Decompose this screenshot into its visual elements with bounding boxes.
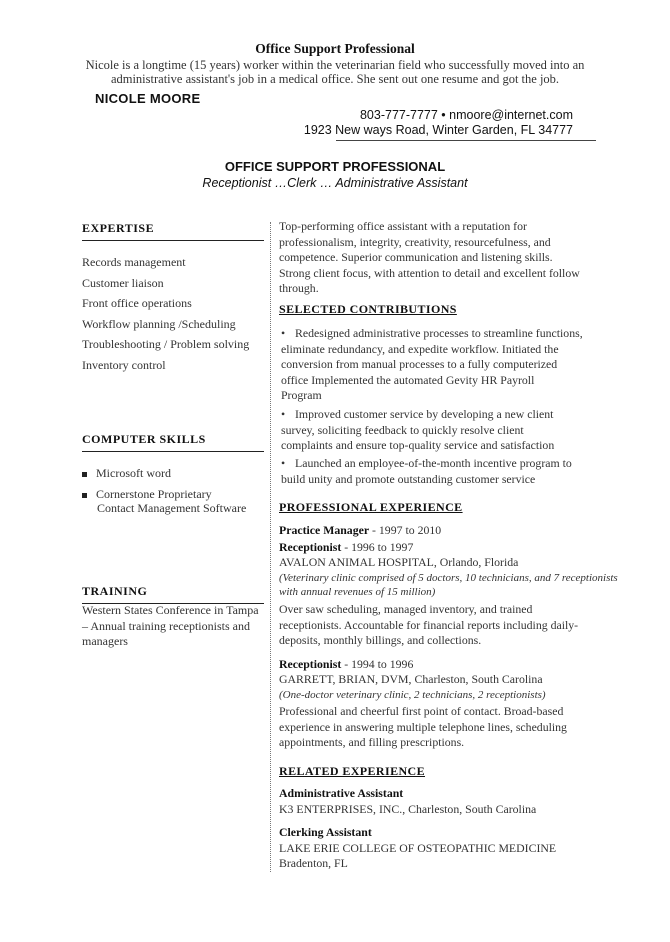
caption-text: administrative assistant's job in a medical office. She sent out one resume and got the job.: [110, 72, 560, 86]
square-bullet-icon: [82, 472, 87, 477]
training-text: – Annual training receptionists and: [82, 619, 250, 633]
employer-note: (Veterinary clinic comprised of 5 doctors, 10 technicians, and 7 receptionists: [279, 572, 618, 584]
contribution-bullet: • Launched an employee-of-the-month incentive program to build unity and promote outstanding customer service: [281, 456, 572, 486]
job-title-line: Receptionist - 1994 to 1996: [279, 657, 414, 671]
job-description: Over saw scheduling, managed inventory, and trained receptionists. Accountable for financial reports including daily- deposits, monthly billings, and collections.: [279, 602, 579, 647]
bullet-dot-icon: •: [281, 326, 286, 340]
expertise-item: Front office operations: [82, 296, 192, 310]
expertise-item: Customer liaison: [82, 276, 164, 290]
applicant-name: NICOLE MOORE: [95, 91, 201, 106]
contact-phone-email: 803-777-7777 • nmoore@internet.com: [359, 108, 573, 122]
computer-skill-item: Cornerstone Proprietary: [82, 487, 212, 502]
computer-skill-item: Microsoft word: [82, 466, 171, 481]
related-employer: LAKE ERIE COLLEGE OF OSTEOPATHIC MEDICINE: [279, 841, 557, 855]
related-employer: K3 ENTERPRISES, INC., Charleston, South Carolina: [279, 802, 537, 816]
expertise-item: Troubleshooting / Problem solving: [82, 337, 250, 351]
contact-divider: [336, 140, 596, 141]
related-location: Bradenton, FL: [279, 856, 348, 870]
computer-skills-heading: COMPUTER SKILLS: [82, 432, 264, 452]
computer-skill-item-cont: Contact Management Software: [97, 501, 247, 515]
square-bullet-icon: [82, 493, 87, 498]
contribution-bullet: • Redesigned administrative processes to streamline functions, eliminate redundancy, and expedite workflow. Initiated the conversion from manual processes to a fully computerized office Implemented the automated Gevity HR Payroll Program: [281, 326, 583, 402]
employer-note: with annual revenues of 15 million): [279, 586, 436, 598]
job-title-line: Receptionist - 1996 to 1997: [279, 540, 414, 554]
caption-title: Office Support Professional: [255, 41, 415, 56]
training-heading: TRAINING: [82, 584, 264, 604]
expertise-item: Records management: [82, 255, 186, 269]
related-role: Clerking Assistant: [279, 825, 372, 839]
resume-subtitle: Receptionist …Clerk … Administrative Assistant: [202, 176, 468, 190]
caption-text: Nicole is a longtime (15 years) worker within the veterinarian field who successfully moved into an: [85, 58, 585, 72]
training-text: managers: [82, 634, 128, 648]
expertise-heading: EXPERTISE: [82, 221, 264, 241]
bullet-dot-icon: •: [281, 407, 286, 421]
related-heading: RELATED EXPERIENCE: [279, 764, 426, 778]
expertise-item: Workflow planning /Scheduling: [82, 317, 236, 331]
resume-title: OFFICE SUPPORT PROFESSIONAL: [224, 159, 446, 174]
summary-paragraph: Top-performing office assistant with a reputation for professionalism, integrity, creativity, resourcefulness, and competence. Superior communication and listening skills. Strong client focus, with attention to detail and excellent follow through.: [279, 219, 580, 295]
experience-heading: PROFESSIONAL EXPERIENCE: [279, 500, 463, 514]
column-divider: [270, 222, 271, 872]
employer: GARRETT, BRIAN, DVM, Charleston, South Carolina: [279, 672, 543, 686]
related-role: Administrative Assistant: [279, 786, 404, 800]
employer-note: (One-doctor veterinary clinic, 2 technicians, 2 receptionists): [279, 689, 546, 701]
job-title-line: Practice Manager - 1997 to 2010: [279, 523, 442, 537]
job-description: Professional and cheerful first point of contact. Broad-based experience in answering multiple telephone lines, scheduling appointments, and filling prescriptions.: [279, 704, 567, 749]
employer: AVALON ANIMAL HOSPITAL, Orlando, Florida: [279, 555, 519, 569]
expertise-item: Inventory control: [82, 358, 166, 372]
training-text: Western States Conference in Tampa: [82, 603, 259, 617]
contribution-bullet: • Improved customer service by developing a new client survey, soliciting feedback to quickly resolve client complaints and ensure top-quality service and satisfaction: [281, 407, 555, 452]
contributions-heading: SELECTED CONTRIBUTIONS: [279, 302, 457, 316]
contact-address: 1923 New ways Road, Winter Garden, FL 34777: [303, 123, 573, 137]
bullet-dot-icon: •: [281, 456, 286, 470]
